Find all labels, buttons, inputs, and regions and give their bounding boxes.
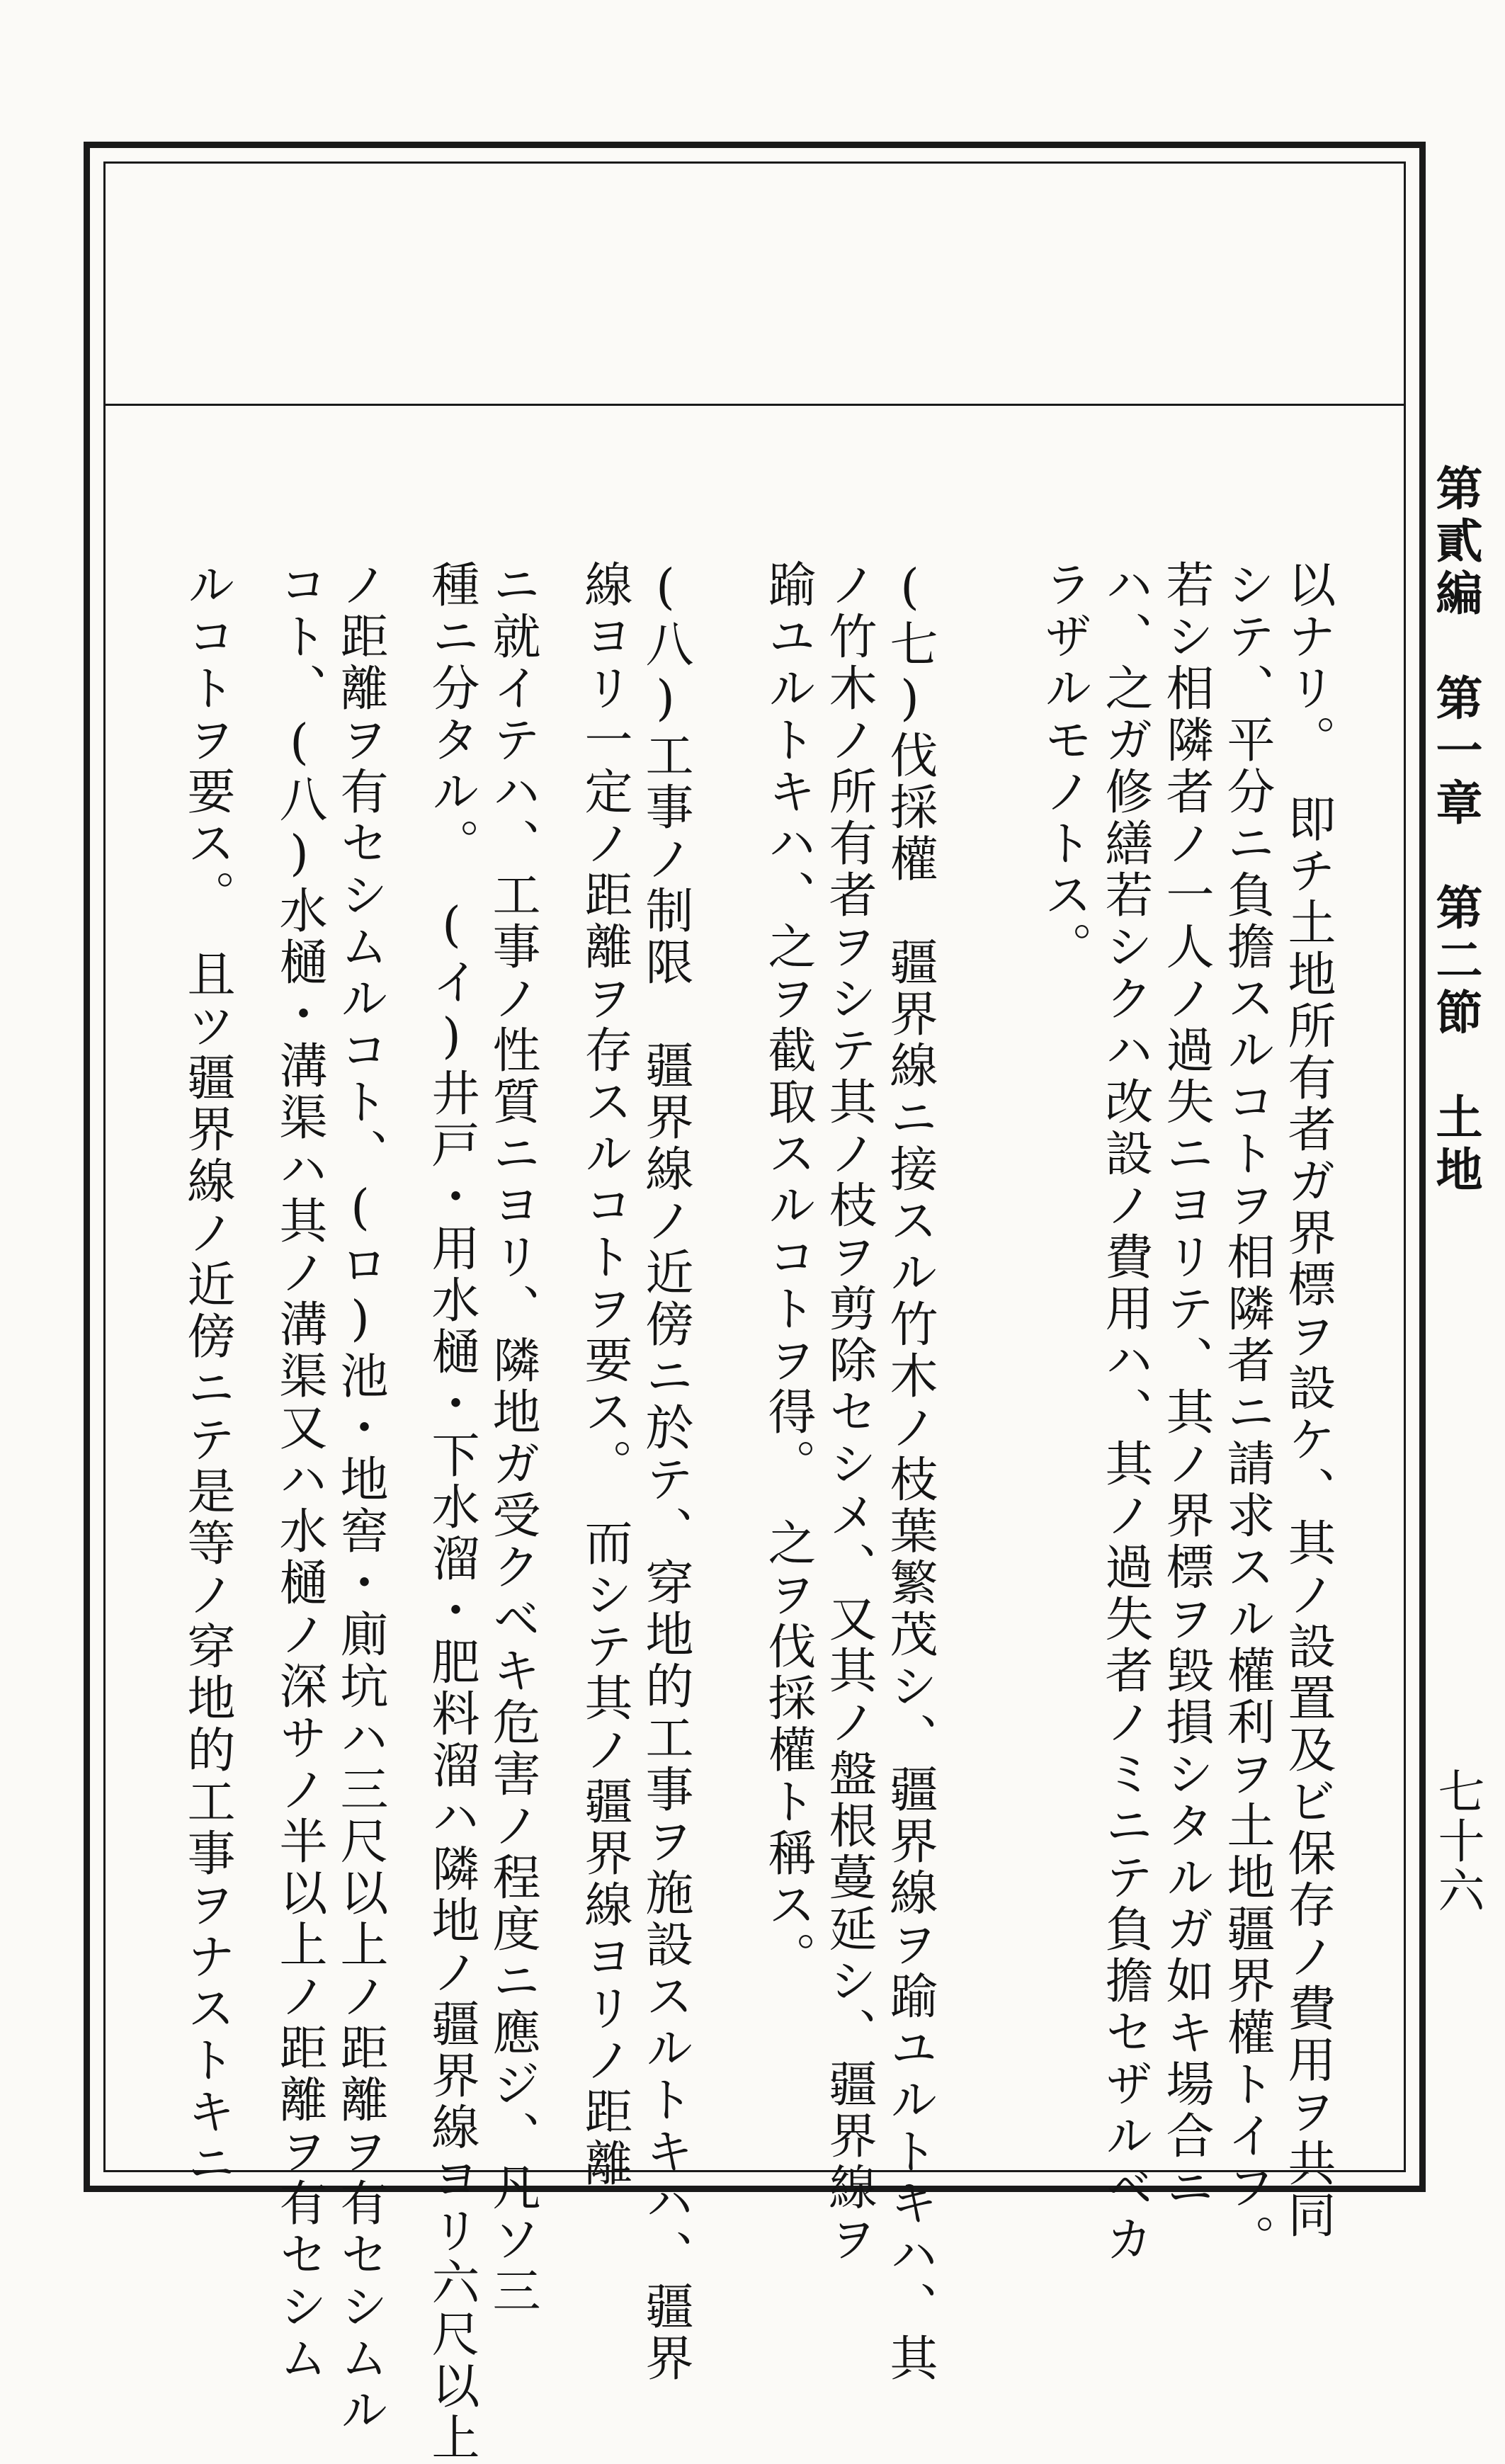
page-number: 七十六 [1430,1767,1484,1916]
text-column-2: シテ、平分ニ負擔スルコトヲ相隣者ニ請求スル權利ヲ土地疆界權トイフ。 [1219,560,1275,2266]
text-column-12: 種ニ分タル。 (イ)井戸・用水樋・下水溜・肥料溜ハ隣地ノ疆界線ヨリ六尺以上 [424,560,479,2464]
text-column-7: ノ竹木ノ所有者ヲシテ其ノ枝ヲ剪除セシメ、又其ノ盤根蔓延シ、疆界線ヲ [821,560,877,2266]
header-rule [103,404,1406,406]
text-column-15: ルコトヲ要ス。 且ツ疆界線ノ近傍ニテ是等ノ穿地的工事ヲナストキニ [179,560,235,2190]
text-column-3: 若シ相隣者ノ一人ノ過失ニヨリテ、其ノ界標ヲ毀損シタルガ如キ場合ニ [1158,560,1214,2214]
text-column-10: 線ヨリ一定ノ距離ヲ存スルコトヲ要ス。 而シテ其ノ疆界線ヨリノ距離 [577,560,632,2190]
text-column-1: 以ナリ。 即チ土地所有者ガ界標ヲ設ケ、其ノ設置及ビ保存ノ費用ヲ共同 [1280,560,1336,2242]
running-head: 第貳編 第一章 第二節 土地 [1428,464,1483,1198]
text-column-5: ラザルモノトス。 [1036,560,1092,973]
text-column-8: 踰ユルトキハ、之ヲ截取スルコトヲ得。 之ヲ伐採權ト稱ス。 [760,560,816,1983]
text-column-11: ニ就イテハ、工事ノ性質ニヨリ、隣地ガ受クベキ危害ノ程度ニ應ジ、凡ソ三 [484,560,540,2317]
text-column-13: ノ距離ヲ有セシムルコト、(ロ)池・地窖・廁坑ハ三尺以上ノ距離ヲ有セシムル [332,560,388,2436]
text-column-9: (八)工事ノ制限 疆界線ノ近傍ニ於テ、穿地的工事ヲ施設スルトキハ、疆界 [637,560,693,2385]
text-column-6: (七)伐採權 疆界線ニ接スル竹木ノ枝葉繁茂シ、疆界線ヲ踰ユルトキハ、其 [882,560,938,2385]
text-column-4: ハ、之ガ修繕若シクハ改設ノ費用ハ、其ノ過失者ノミニテ負擔セザルベカ [1097,560,1153,2266]
text-column-14: コト、(八)水樋・溝渠ハ其ノ溝渠又ハ水樋ノ深サノ半以上ノ距離ヲ有セシム [271,560,327,2385]
